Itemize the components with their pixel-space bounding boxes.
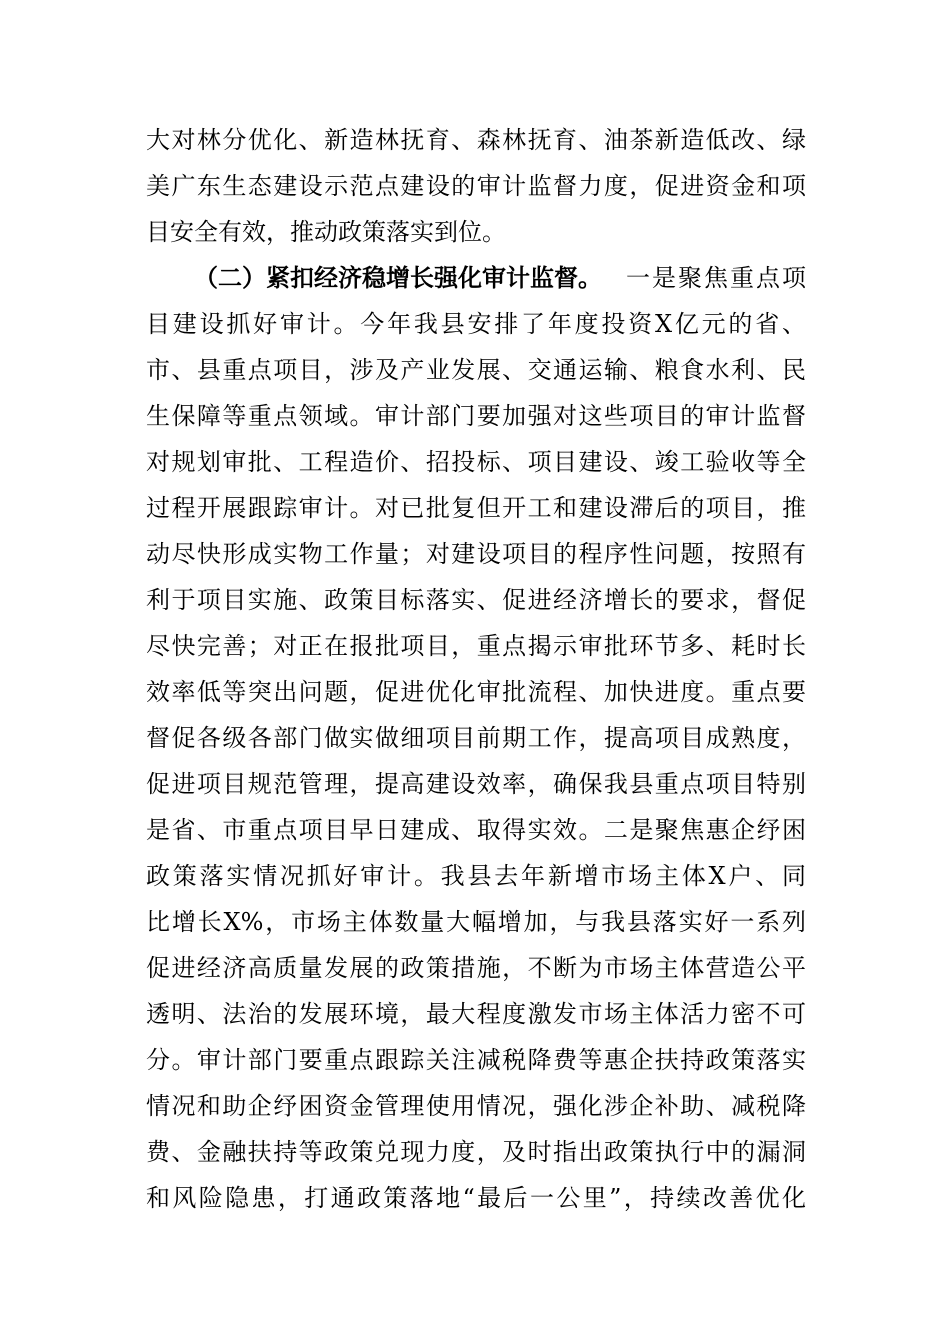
body-text-line: 尽快完善；对正在报批项目，重点揭示审批环节多、耗时长 (146, 632, 806, 660)
body-text-line: 比增长X%，市场主体数量大幅增加，与我县落实好一系列 (146, 908, 806, 936)
body-text-line: 目安全有效，推动政策落实到位。 (146, 218, 506, 246)
body-text-line: 促进项目规范管理，提高建设效率，确保我县重点项目特别 (146, 770, 806, 798)
body-text-line: 动尽快形成实物工作量；对建设项目的程序性问题，按照有 (146, 540, 806, 568)
body-text-line: 目建设抓好审计。今年我县安排了年度投资X亿元的省、 (146, 310, 806, 338)
body-text-line: 利于项目实施、政策目标落实、促进经济增长的要求，督促 (146, 586, 806, 614)
body-text-line: 促进经济高质量发展的政策措施，不断为市场主体营造公平 (146, 954, 806, 982)
body-text-line: 对规划审批、工程造价、招投标、项目建设、竣工验收等全 (146, 448, 806, 476)
body-text-line: 一是聚焦重点项 (626, 264, 806, 292)
body-text-line: 情况和助企纾困资金管理使用情况，强化涉企补助、减税降 (146, 1092, 806, 1120)
body-text-line: 大对林分优化、新造林抚育、森林抚育、油茶新造低改、绿 (146, 126, 806, 154)
section-heading: （二）紧扣经济稳增长强化审计监督。 (194, 263, 602, 292)
body-text-line: 费、金融扶持等政策兑现力度，及时指出政策执行中的漏洞 (146, 1138, 806, 1166)
body-text-line: 是省、市重点项目早日建成、取得实效。二是聚焦惠企纾困 (146, 816, 806, 844)
body-text-line: 透明、法治的发展环境，最大程度激发市场主体活力密不可 (146, 1000, 806, 1028)
body-text-line: 政策落实情况抓好审计。我县去年新增市场主体X户、同 (146, 862, 806, 890)
body-text-line: 督促各级各部门做实做细项目前期工作，提高项目成熟度， (146, 724, 806, 752)
body-text-line: 美广东生态建设示范点建设的审计监督力度，促进资金和项 (146, 172, 806, 200)
body-text-line: 过程开展跟踪审计。对已批复但开工和建设滞后的项目，推 (146, 494, 806, 522)
body-text-line: 生保障等重点领域。审计部门要加强对这些项目的审计监督 (146, 402, 806, 430)
body-text-line: 分。审计部门要重点跟踪关注减税降费等惠企扶持政策落实 (146, 1046, 806, 1074)
body-text-line: 市、县重点项目，涉及产业发展、交通运输、粮食水利、民 (146, 356, 806, 384)
body-text-line: 效率低等突出问题，促进优化审批流程、加快进度。重点要 (146, 678, 806, 706)
body-text-line: 和风险隐患，打通政策落地“最后一公里”，持续改善优化 (146, 1184, 806, 1212)
